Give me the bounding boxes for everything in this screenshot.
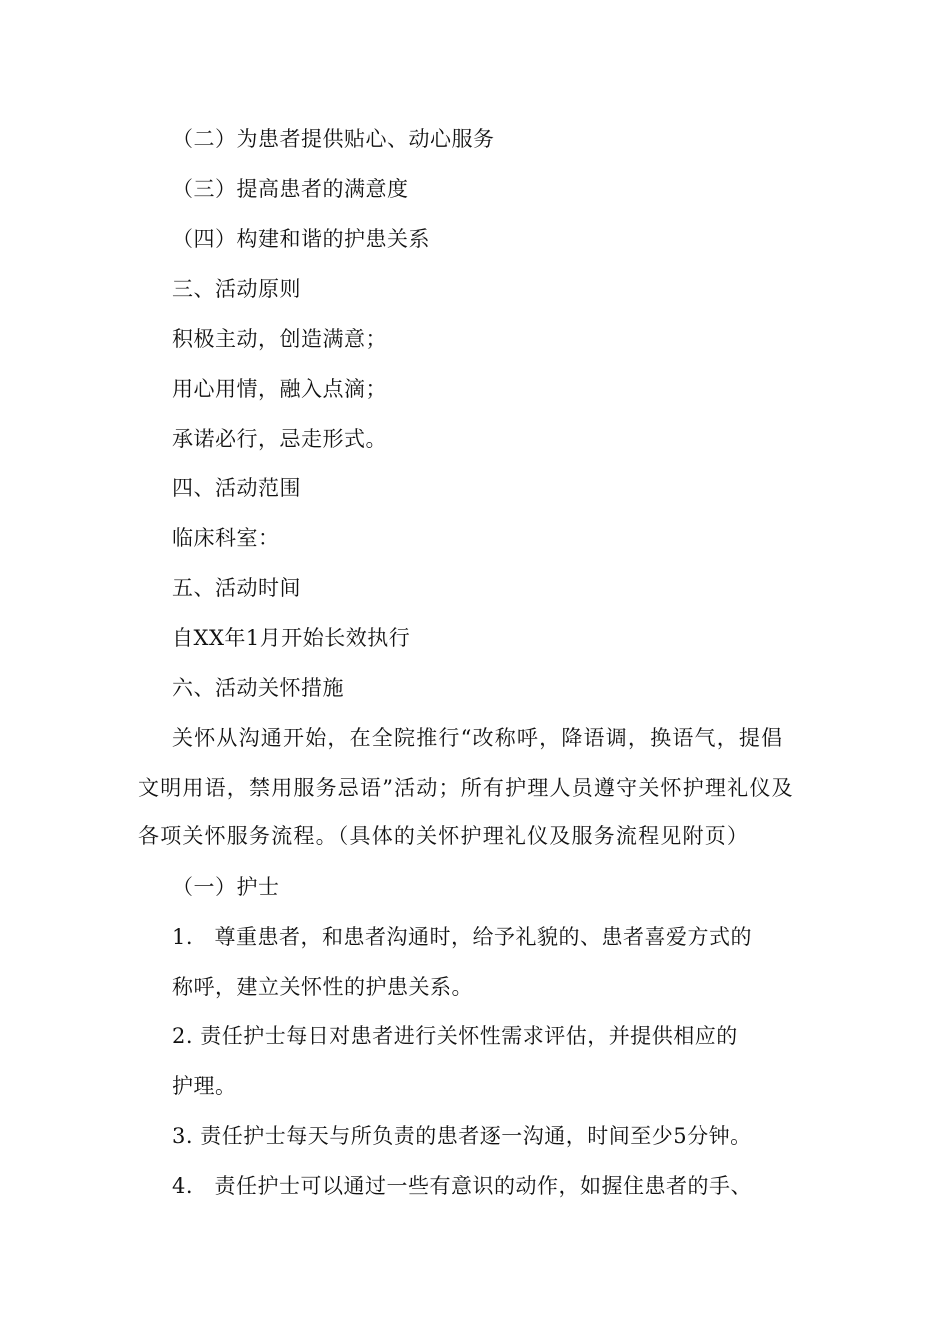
nurse-item-2-line-2: 护理。 xyxy=(172,1074,237,1098)
nurse-item-4-line-1: 4. 责任护士可以通过一些有意识的动作，如握住患者的手、 xyxy=(172,1174,753,1198)
measures-paragraph-line-1: 关怀从沟通开始，在全院推行“改称呼，降语调，换语气，提倡 xyxy=(172,726,784,750)
objective-2: （二）为患者提供贴心、动心服务 xyxy=(172,127,495,151)
section-heading-time: 五、活动时间 xyxy=(172,576,301,600)
section-heading-principles: 三、活动原则 xyxy=(172,277,301,301)
measures-paragraph-line-2: 文明用语，禁用服务忌语”活动；所有护理人员遵守关怀护理礼仪及 xyxy=(138,776,794,800)
measures-paragraph-line-3: 各项关怀服务流程。（具体的关怀护理礼仪及服务流程见附页） xyxy=(138,824,750,848)
principle-1: 积极主动，创造满意； xyxy=(172,327,387,351)
nurse-item-1-line-2: 称呼，建立关怀性的护患关系。 xyxy=(172,975,473,999)
section-heading-measures: 六、活动关怀措施 xyxy=(172,676,344,700)
time-text: 自XX年1月开始长效执行 xyxy=(172,626,411,650)
principle-2: 用心用情，融入点滴； xyxy=(172,377,387,401)
objective-4: （四）构建和谐的护患关系 xyxy=(172,227,430,251)
objective-3: （三）提高患者的满意度 xyxy=(172,177,409,201)
nurse-item-1-line-1: 1. 尊重患者，和患者沟通时，给予礼貌的、患者喜爱方式的 xyxy=(172,925,753,949)
nurse-item-3: 3. 责任护士每天与所负责的患者逐一沟通，时间至少5分钟。 xyxy=(172,1124,752,1148)
scope-text: 临床科室： xyxy=(172,526,280,550)
section-heading-scope: 四、活动范围 xyxy=(172,476,301,500)
nurse-item-2-line-1: 2. 责任护士每日对患者进行关怀性需求评估，并提供相应的 xyxy=(172,1024,738,1048)
subsection-heading-nurse: （一）护士 xyxy=(172,875,280,899)
principle-3: 承诺必行，忌走形式。 xyxy=(172,427,387,451)
